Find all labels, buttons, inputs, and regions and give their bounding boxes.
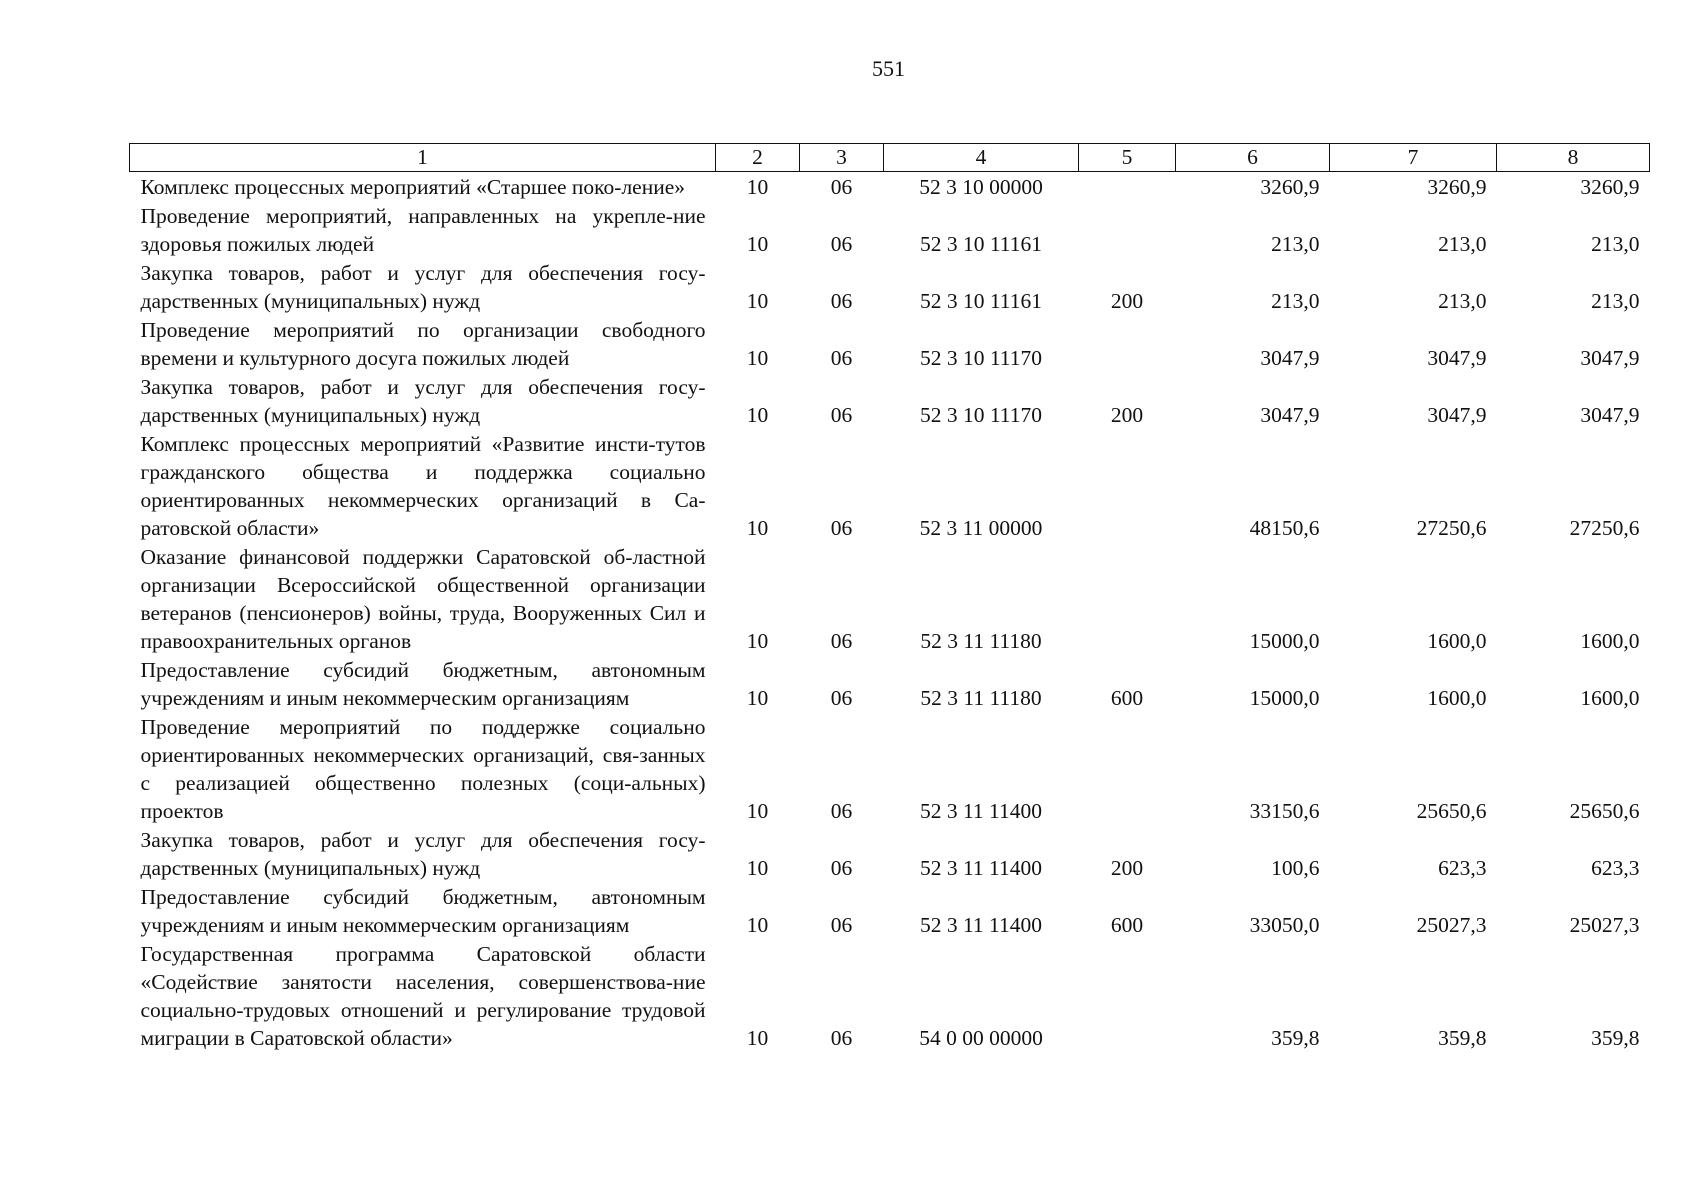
section-cell: 10 [746,629,769,653]
amount-cell-6: 100,6 [1271,856,1320,880]
column-header: 3 [800,144,884,172]
row-name-cell: Закупка товаров, работ и услуг для обеспечения госу-дарственных (муниципальных) нужд [140,261,706,313]
section-cell: 10 [746,1026,769,1050]
row-name-cell: Предоставление субсидий бюджетным, автономным учреждениям и иным некоммерческим организациям [140,885,706,937]
row-name-cell: Предоставление субсидий бюджетным, автономным учреждениям и иным некоммерческим организациям [140,658,706,710]
row-name-cell: Оказание финансовой поддержки Саратовской об-ластной организации Всероссийской общественной организации ветеранов (пенсионеров) войны, труда, Вооруженных Сил и правоохранительных органов [140,545,706,653]
amount-cell-7: 27250,6 [1416,516,1487,540]
target-article-cell: 52 3 10 11170 [919,346,1043,370]
table-row [130,882,1650,939]
amount-cell-6: 213,0 [1271,232,1320,256]
expense-type-cell [1079,542,1176,655]
budget-table [129,143,1650,1052]
section-cell: 10 [746,289,769,313]
table-header-row [130,144,1650,172]
column-header: 2 [716,144,800,172]
amount-cell-6: 3047,9 [1260,403,1320,427]
subsection-cell: 06 [830,799,853,823]
expense-type-cell [1079,172,1176,202]
subsection-cell: 06 [830,403,853,427]
section-cell: 10 [746,232,769,256]
amount-cell-8: 3260,9 [1580,175,1640,199]
subsection-cell: 06 [830,686,853,710]
table-body [130,172,1650,1053]
table-row [130,372,1650,429]
table-row [130,315,1650,372]
amount-cell-7: 3047,9 [1427,403,1487,427]
row-name-cell: Проведение мероприятий, направленных на укрепле-ние здоровья пожилых людей [140,204,706,256]
amount-cell-6: 3047,9 [1260,346,1320,370]
amount-cell-8: 3047,9 [1580,346,1640,370]
row-name-cell: Проведение мероприятий по организации свободного времени и культурного досуга пожилых людей [140,318,706,370]
target-article-cell: 52 3 11 11180 [920,686,1042,710]
subsection-cell: 06 [830,175,853,199]
section-cell: 10 [746,856,769,880]
amount-cell-7: 25027,3 [1416,913,1487,937]
amount-cell-8: 213,0 [1591,232,1640,256]
target-article-cell: 52 3 11 00000 [919,516,1043,540]
target-article-cell: 52 3 11 11400 [919,799,1043,823]
amount-cell-8: 27250,6 [1569,516,1640,540]
amount-cell-6: 359,8 [1271,1026,1320,1050]
section-cell: 10 [746,403,769,427]
amount-cell-7: 1600,0 [1427,686,1487,710]
subsection-cell: 06 [830,856,853,880]
column-header: 6 [1176,144,1330,172]
amount-cell-8: 359,8 [1591,1026,1640,1050]
target-article-cell: 52 3 10 11161 [919,289,1043,313]
column-header: 8 [1497,144,1650,172]
expense-type-cell [1079,939,1176,1052]
section-cell: 10 [746,913,769,937]
table-row [130,258,1650,315]
amount-cell-7: 25650,6 [1416,799,1487,823]
subsection-cell: 06 [830,913,853,937]
table-row [130,172,1650,202]
target-article-cell: 52 3 11 11180 [920,629,1042,653]
amount-cell-7: 359,8 [1438,1026,1487,1050]
amount-cell-7: 623,3 [1438,856,1487,880]
column-header: 4 [884,144,1079,172]
target-article-cell: 52 3 10 00000 [919,175,1043,199]
table-row [130,712,1650,825]
target-article-cell: 52 3 11 11400 [919,913,1043,937]
section-cell: 10 [746,346,769,370]
amount-cell-6: 48150,6 [1249,516,1320,540]
expense-type-cell: 200 [1110,856,1144,880]
expense-type-cell [1079,429,1176,542]
expense-type-cell [1079,712,1176,825]
row-name-cell: Комплекс процессных мероприятий «Старшее поко-ление» [140,175,686,199]
target-article-cell: 52 3 11 11400 [919,856,1043,880]
amount-cell-7: 1600,0 [1427,629,1487,653]
amount-cell-6: 15000,0 [1249,686,1320,710]
target-article-cell: 52 3 10 11161 [919,232,1043,256]
table-row [130,542,1650,655]
amount-cell-8: 623,3 [1591,856,1640,880]
amount-cell-8: 25027,3 [1569,913,1640,937]
subsection-cell: 06 [830,1026,853,1050]
amount-cell-6: 213,0 [1271,289,1320,313]
expense-type-cell: 200 [1110,403,1144,427]
amount-cell-8: 1600,0 [1580,629,1640,653]
row-name-cell: Проведение мероприятий по поддержке социально ориентированных некоммерческих организаций, свя-занных с реализацией общественно полезных (соци-альных) проектов [140,715,706,823]
amount-cell-8: 213,0 [1591,289,1640,313]
amount-cell-7: 213,0 [1438,289,1487,313]
amount-cell-7: 3047,9 [1427,346,1487,370]
row-name-cell: Закупка товаров, работ и услуг для обеспечения госу-дарственных (муниципальных) нужд [140,828,706,880]
target-article-cell: 52 3 10 11170 [919,403,1043,427]
subsection-cell: 06 [830,629,853,653]
column-header: 1 [130,144,716,172]
amount-cell-6: 33050,0 [1249,913,1320,937]
subsection-cell: 06 [830,346,853,370]
section-cell: 10 [746,175,769,199]
amount-cell-8: 3047,9 [1580,403,1640,427]
amount-cell-6: 33150,6 [1249,799,1320,823]
amount-cell-7: 3260,9 [1427,175,1487,199]
section-cell: 10 [746,799,769,823]
page-number: 551 [872,56,905,81]
subsection-cell: 06 [830,516,853,540]
amount-cell-8: 1600,0 [1580,686,1640,710]
row-name-cell: Государственная программа Саратовской области «Содействие занятости населения, совершенствова-ние социально-трудовых отношений и регулирование трудовой миграции в Саратовской области» [140,942,706,1050]
table-row [130,655,1650,712]
section-cell: 10 [746,686,769,710]
expense-type-cell: 200 [1110,289,1144,313]
section-cell: 10 [746,516,769,540]
expense-type-cell [1079,201,1176,258]
expense-type-cell: 600 [1110,686,1144,710]
expense-type-cell [1079,315,1176,372]
table-row [130,201,1650,258]
amount-cell-6: 3260,9 [1260,175,1320,199]
column-header: 7 [1330,144,1497,172]
amount-cell-8: 25650,6 [1569,799,1640,823]
amount-cell-7: 213,0 [1438,232,1487,256]
table-row [130,429,1650,542]
subsection-cell: 06 [830,289,853,313]
column-header: 5 [1079,144,1176,172]
row-name-cell: Комплекс процессных мероприятий «Развитие инсти-тутов гражданского общества и поддержка социально ориентированных некоммерческих организаций в Са-ратовской области» [140,432,706,540]
target-article-cell: 54 0 00 00000 [919,1026,1043,1050]
table-row [130,939,1650,1052]
expense-type-cell: 600 [1110,913,1144,937]
table-row [130,825,1650,882]
subsection-cell: 06 [830,232,853,256]
amount-cell-6: 15000,0 [1249,629,1320,653]
row-name-cell: Закупка товаров, работ и услуг для обеспечения госу-дарственных (муниципальных) нужд [140,375,706,427]
